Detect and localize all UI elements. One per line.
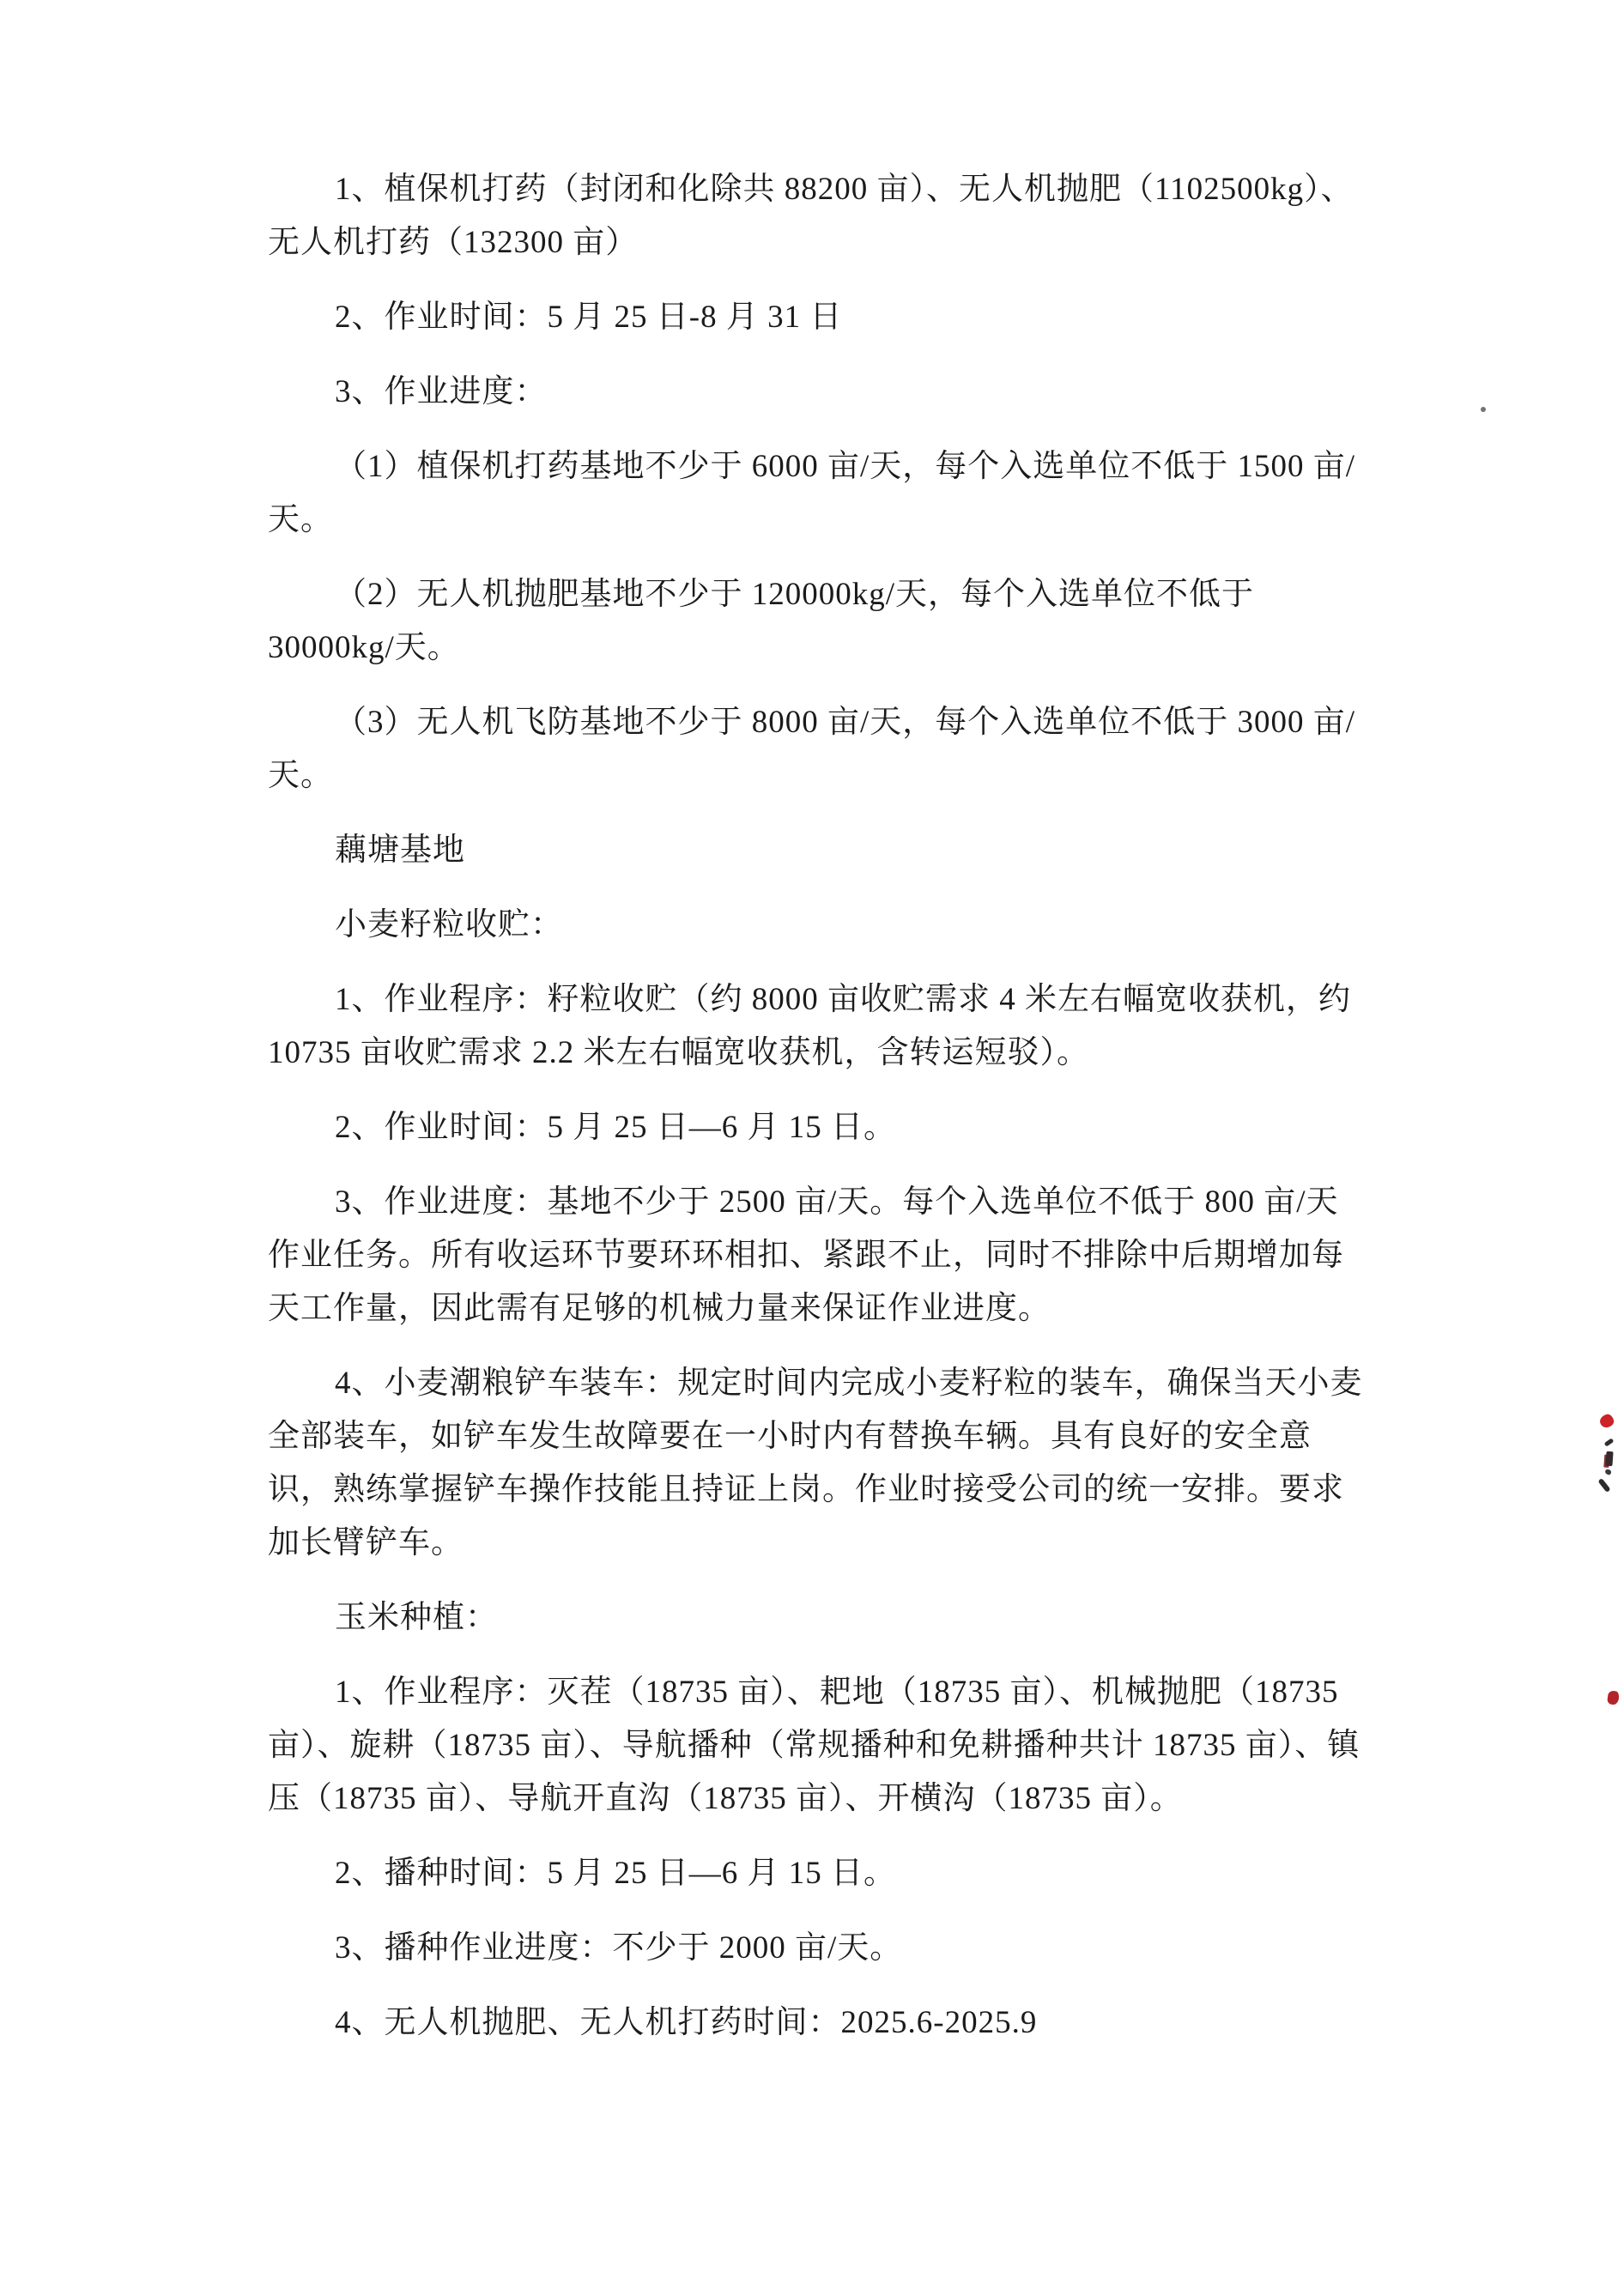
text-line: 全部装车，如铲车发生故障要在一小时内有替换车辆。具有良好的安全意 <box>268 1419 1312 1454</box>
text-line: 1、作业程序：灭茬（18735 亩）、耙地（18735 亩）、机械抛肥（18735 <box>335 1675 1339 1710</box>
text-line: 2、作业时间：5 月 25 日—6 月 15 日。 <box>335 1110 896 1145</box>
pencil-edge-mark <box>1605 1451 1613 1467</box>
pencil-edge-mark <box>1604 1438 1615 1446</box>
text-line: 天工作量，因此需有足够的机械力量来保证作业进度。 <box>268 1291 1051 1326</box>
text-line: 10735 亩收贮需求 2.2 米左右幅宽收获机，含转运短驳）。 <box>268 1035 1089 1070</box>
text-line: 压（18735 亩）、导航开直沟（18735 亩）、开横沟（18735 亩）。 <box>268 1781 1183 1816</box>
text-line: 4、无人机抛肥、无人机打药时间：2025.6-2025.9 <box>335 2005 1038 2040</box>
document-text-block <box>268 163 1409 2050</box>
pencil-edge-mark <box>1604 1469 1612 1475</box>
section-heading: 玉米种植： <box>335 1600 498 1635</box>
text-line: 加长臂铲车。 <box>268 1525 464 1560</box>
text-line: 2、作业时间：5 月 25 日-8 月 31 日 <box>335 300 843 335</box>
text-line: 3、播种作业进度：不少于 2000 亩/天。 <box>335 1930 903 1966</box>
text-line: （3）无人机飞防基地不少于 8000 亩/天，每个入选单位不低于 3000 亩/ <box>335 705 1356 740</box>
text-line: 3、作业进度： <box>335 374 548 409</box>
text-line: （1）植保机打药基地不少于 6000 亩/天，每个入选单位不低于 1500 亩/ <box>335 449 1356 484</box>
text-line: 3、作业进度：基地不少于 2500 亩/天。每个入选单位不低于 800 亩/天 <box>335 1184 1339 1220</box>
text-line: 1、植保机打药（封闭和化除共 88200 亩）、无人机抛肥（1102500kg）、 <box>335 172 1354 207</box>
text-line: 30000kg/天。 <box>268 630 460 665</box>
section-heading: 藕塘基地 <box>335 833 465 868</box>
section-heading: 小麦籽粒收贮： <box>335 907 563 942</box>
text-line: 天。 <box>268 758 333 793</box>
text-line: 天。 <box>268 502 333 537</box>
text-line: （2）无人机抛肥基地不少于 120000kg/天，每个入选单位不低于 <box>335 577 1255 612</box>
pencil-edge-mark <box>1597 1478 1610 1493</box>
text-line: 识，熟练掌握铲车操作技能且持证上岗。作业时接受公司的统一安排。要求 <box>268 1472 1344 1507</box>
text-line: 1、作业程序：籽粒收贮（约 8000 亩收贮需求 4 米左右幅宽收获机，约 <box>335 982 1351 1017</box>
dust-speck <box>1481 407 1486 412</box>
red-ink-mark <box>1599 1414 1615 1429</box>
text-line: 4、小麦潮粮铲车装车：规定时间内完成小麦籽粒的装车，确保当天小麦 <box>335 1366 1363 1401</box>
red-ink-mark <box>1607 1690 1620 1705</box>
text-line: 2、播种时间：5 月 25 日—6 月 15 日。 <box>335 1856 896 1891</box>
text-line: 作业任务。所有收运环节要环环相扣、紧跟不止，同时不排除中后期增加每 <box>268 1238 1344 1273</box>
text-line: 无人机打药（132300 亩） <box>268 225 639 260</box>
text-line: 亩）、旋耕（18735 亩）、导航播种（常规播种和免耕播种共计 18735 亩）、镇 <box>268 1728 1360 1763</box>
